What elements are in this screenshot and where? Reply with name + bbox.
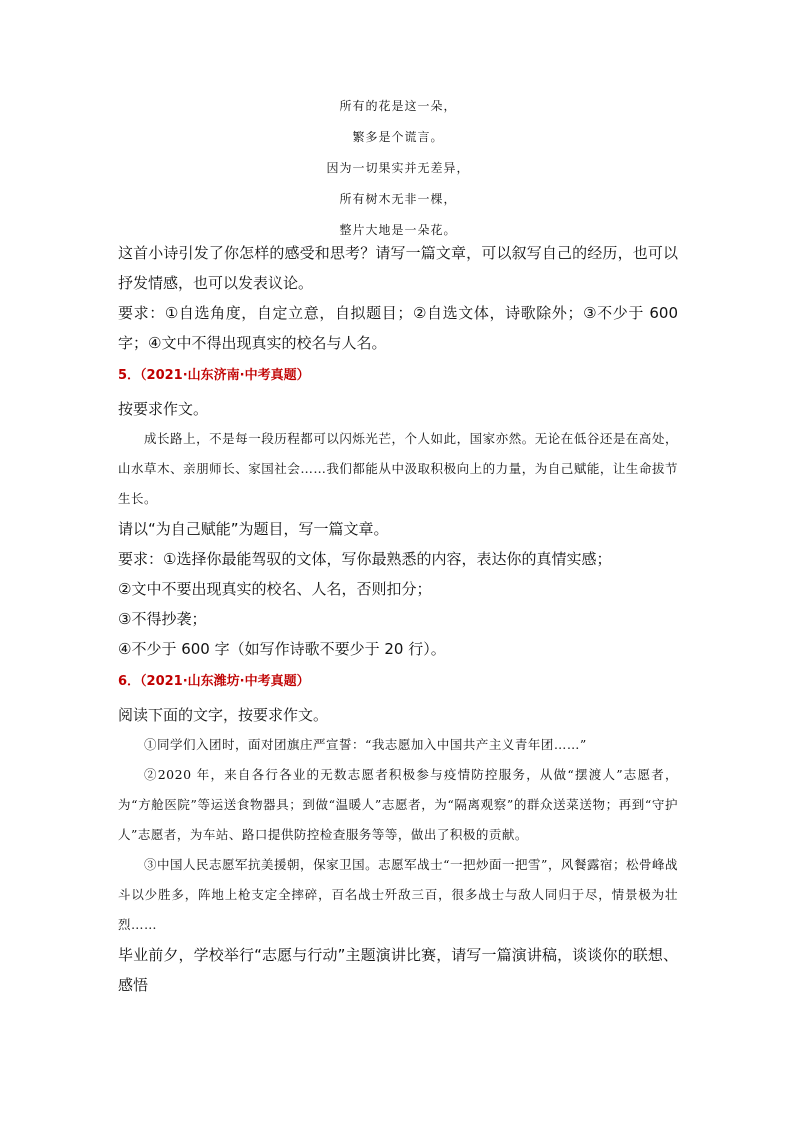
q5-requirement-4: ④不少于 600 字（如写作诗歌不要少于 20 行）。	[118, 640, 446, 658]
q6-material-1: ①同学们入团时，面对团旗庄严宣誓：“我志愿加入中国共产主义青年团……”	[144, 737, 587, 752]
poem-line: 繁多是个谎言。	[352, 130, 444, 144]
q5-title-prompt: 请以“为自己赋能”为题目，写一篇文章。	[118, 520, 389, 538]
q4-requirements: 要求：①自选角度，自定立意，自拟题目；②自选文体，诗歌除外；③不少于 600 字；④文中不得出现真实的校名与人名。	[118, 304, 678, 352]
poem-line: 整片大地是一朵花。	[339, 223, 457, 237]
q5-requirement-3: ③不得抄袭；	[118, 610, 207, 628]
q6-material-3: ③中国人民志愿军抗美援朝，保家卫国。志愿军战士“一把炒面一把雪”，风餐露宿；松骨峰战斗以少胜多，阵地上枪支定全摔碎，百名战士歼敌三百，很多战士与敌人同归于尽，情景极为壮烈……	[118, 857, 678, 932]
q5-requirement-2: ②文中不要出现真实的校名、人名，否则扣分；	[118, 580, 432, 598]
q5-material: 成长路上，不是每一段历程都可以闪烁光芒，个人如此，国家亦然。无论在低谷还是在高处，山水草木、亲朋师长、家国社会……我们都能从中汲取积极向上的力量，为自己赋能，让生命拔节生长。	[118, 431, 678, 506]
poem-line: 因为一切果实并无差异，	[326, 161, 470, 175]
q6-material-2: ②2020 年，来自各行各业的无数志愿者积极参与疫情防控服务，从做“摆渡人”志愿者，为“方舱医院”等运送食物器具；到做“温暖人”志愿者，为“隔离观察”的群众送菜送物；再到“守护人”志愿者，为车站、路口提供防控检查服务等等，做出了积极的贡献。	[118, 767, 678, 842]
document-page	[118, 98, 678, 1000]
poem-line: 所有树木无非一棵，	[339, 192, 457, 206]
q6-task: 毕业前夕，学校举行“志愿与行动”主题演讲比赛，请写一篇演讲稿，谈谈你的联想、感悟	[118, 946, 678, 994]
q5-heading: 5．（2021·山东济南·中考真题）	[118, 368, 310, 383]
poem-block	[118, 98, 678, 238]
q5-requirement-1: 要求：①选择你最能驾驭的文体，写你最熟悉的内容，表达你的真情实感；	[118, 550, 612, 568]
poem-line: 所有的花是这一朵，	[339, 99, 457, 113]
q6-instruction: 阅读下面的文字，按要求作文。	[118, 706, 329, 724]
q4-prompt: 这首小诗引发了你怎样的感受和思考？请写一篇文章，可以叙写自己的经历，也可以抒发情感，也可以发表议论。	[118, 244, 678, 292]
q5-instruction: 按要求作文。	[118, 400, 209, 418]
q6-heading: 6．（2021·山东潍坊·中考真题）	[118, 674, 310, 689]
